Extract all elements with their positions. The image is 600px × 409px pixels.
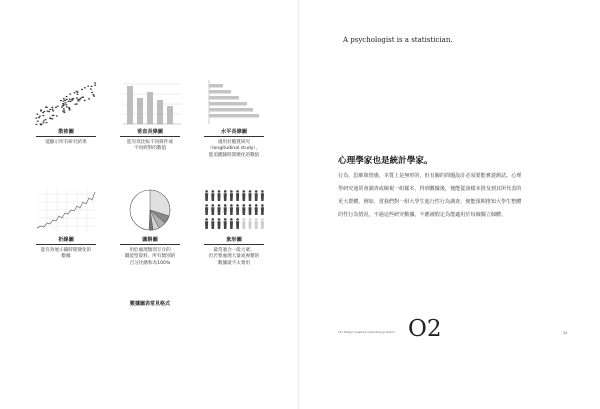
scatter-dot (81, 89, 83, 90)
person-icon (255, 218, 258, 229)
chart-description: 適用於縱貫研究 （longitudinal study）， 能追蹤隨時間變化的數值 (207, 140, 261, 158)
scatter-dot (37, 114, 39, 115)
scatter-dot (37, 121, 39, 122)
scatter-dot (91, 86, 93, 87)
scatter-dot (93, 96, 95, 97)
running-footer: 101 Things I Learned in Psychology School (338, 331, 395, 334)
scatter-dot (55, 107, 57, 108)
scatter-dot (69, 94, 71, 95)
person-icon (261, 218, 264, 229)
scatter-dot (52, 110, 54, 111)
scatter-dot (70, 101, 72, 102)
person-icon (211, 204, 214, 215)
person-icon (230, 190, 233, 201)
person-icon (205, 218, 208, 229)
line-chart-figure (31, 186, 101, 234)
scatter-dot (69, 109, 71, 110)
horizontal-bar-chart-figure (199, 78, 269, 126)
scatter-dot (47, 111, 49, 112)
scatter-dot (76, 97, 78, 98)
chart-title: 垂直長條圖 (120, 129, 180, 137)
person-icon (242, 190, 245, 201)
scatter-dot (72, 98, 74, 99)
scatter-chart-figure (31, 78, 101, 126)
scatter-dot (57, 106, 59, 107)
body-line: 的性行為情況，不過這些研究數據，不應被假定為能適用於每個獨立個體。 (338, 212, 507, 218)
scatter-dot (52, 109, 54, 110)
scatter-dot (90, 88, 92, 89)
horizontal-bar-chart-cell (190, 78, 278, 159)
scatter-dot (65, 104, 67, 105)
section-heading: 心理學家也是統計學家。 (338, 156, 433, 166)
scatter-dot (94, 82, 96, 83)
line-chart-cell (22, 186, 110, 261)
person-icon (230, 218, 233, 229)
scatter-dot (62, 105, 64, 106)
scatter-dot (68, 101, 70, 102)
scatter-dot (42, 112, 44, 113)
chart-description: 能有效比較不同條件或 不同經對的數值 (127, 140, 173, 152)
person-icon (255, 190, 258, 201)
scatter-dot (63, 112, 65, 113)
scatter-dot (56, 115, 58, 116)
scatter-dot (60, 100, 62, 101)
person-icon (236, 190, 239, 201)
pictograph-cell (190, 186, 278, 267)
chart-description: 能有效展示隨時間變化的 數據 (40, 248, 92, 260)
scatter-dot (80, 98, 82, 99)
person-icon (224, 190, 227, 201)
scatter-dot (84, 100, 86, 101)
scatter-dot (43, 115, 45, 116)
person-icon (224, 204, 227, 215)
scatter-dot (77, 99, 79, 100)
scatter-dot (40, 124, 42, 125)
scatter-dot (45, 106, 47, 107)
vertical-bar-chart-figure (115, 78, 185, 126)
chapter-number: O2 (408, 316, 442, 342)
chart-title: 象形圖 (204, 237, 264, 245)
scatter-dot (74, 104, 76, 105)
chart-description: 最常適合一般大眾， 但若要處理大量或複雜的 數據就不太實用 (208, 248, 260, 266)
scatter-dot (43, 120, 45, 121)
scatter-dot (46, 122, 48, 123)
person-icon (242, 204, 245, 215)
scatter-dot (94, 85, 96, 86)
page-number: 33 (563, 331, 568, 335)
person-icon (261, 190, 264, 201)
scatter-dot (63, 110, 65, 111)
person-icon (248, 190, 251, 201)
body-paragraph (338, 170, 570, 222)
scatter-dot (66, 96, 68, 97)
person-icon (230, 204, 233, 215)
scatter-dot (91, 92, 93, 93)
person-icon (205, 190, 208, 201)
scatter-dot (68, 107, 70, 108)
scatter-dot (62, 103, 64, 104)
scatter-dot (66, 106, 68, 107)
scatter-dot (93, 94, 95, 95)
scatter-dot (71, 100, 73, 101)
scatter-dot (40, 110, 42, 111)
body-line: 學研究通常會調查或檢視一組樣本，得到數據後，便能從該樣本推及到其所代表的 (338, 186, 522, 192)
person-icon (236, 204, 239, 215)
epigraph-quote: A psychologist is a statistician. (343, 36, 453, 44)
person-icon (248, 204, 251, 215)
person-icon (217, 204, 220, 215)
scatter-dot (63, 101, 65, 102)
scatter-dot (43, 122, 45, 123)
scatter-dot (39, 116, 41, 117)
person-icon (224, 218, 227, 229)
scatter-dot (64, 100, 66, 101)
scatter-dot (63, 98, 65, 99)
chart-description: 能顯示所有研究結果 (45, 140, 87, 145)
scatter-dot (49, 109, 51, 110)
scatter-dot (52, 115, 54, 116)
person-icon (205, 204, 208, 215)
scatter-dot (45, 119, 47, 120)
scatter-dot (35, 118, 37, 119)
scatter-dot (48, 111, 50, 112)
scatter-dot (81, 97, 83, 98)
scatter-dot (79, 99, 81, 100)
chart-title: 圓餅圖 (120, 237, 180, 245)
pie-chart-cell (106, 186, 194, 267)
scatter-dot (49, 118, 51, 119)
scatter-dot (36, 124, 38, 125)
scatter-dot (63, 108, 65, 109)
vertical-bar-chart-cell (106, 78, 194, 153)
scatter-dot (84, 87, 86, 88)
body-line: 更大群體。例如，當我們對一組大學生進行性行為調查，便能預期推知大學生整體 (338, 199, 522, 205)
scatter-dot (88, 98, 90, 99)
chart-title: 水平長條圖 (204, 129, 264, 137)
scatter-dot (69, 99, 71, 100)
scatter-chart-cell (22, 78, 110, 146)
scatter-dot (65, 102, 67, 103)
person-icon (217, 190, 220, 201)
pie-chart-figure (115, 186, 185, 234)
figure-caption: 數據圖表常見格式 (129, 301, 170, 307)
scatter-dot (74, 92, 76, 93)
chart-title: 折線圖 (36, 237, 96, 245)
scatter-dot (38, 117, 40, 118)
scatter-dot (51, 107, 53, 108)
scatter-dot (77, 94, 79, 95)
chart-description: 用於處理類別互斥的 職能型資料，所有類別的 百分比總和為100% (124, 248, 176, 266)
person-icon (242, 218, 245, 229)
scatter-dot (52, 118, 54, 119)
person-icon (217, 218, 220, 229)
scatter-dot (77, 92, 79, 93)
person-icon (261, 204, 264, 215)
pictograph-figure (199, 186, 269, 234)
scatter-dot (87, 86, 89, 87)
scatter-dot (69, 108, 71, 109)
person-icon (211, 218, 214, 229)
scatter-dot (66, 99, 68, 100)
person-icon (211, 190, 214, 201)
person-icon (255, 204, 258, 215)
scatter-dot (43, 111, 45, 112)
scatter-dot (61, 107, 63, 108)
chart-title: 散佈圖 (36, 129, 96, 137)
person-icon (248, 218, 251, 229)
body-line: 行為，思維與情感，本質上是無形的，但有關的問題設計必須要能實證測試。心理 (338, 173, 522, 179)
scatter-dot (78, 100, 80, 101)
person-icon (236, 218, 239, 229)
